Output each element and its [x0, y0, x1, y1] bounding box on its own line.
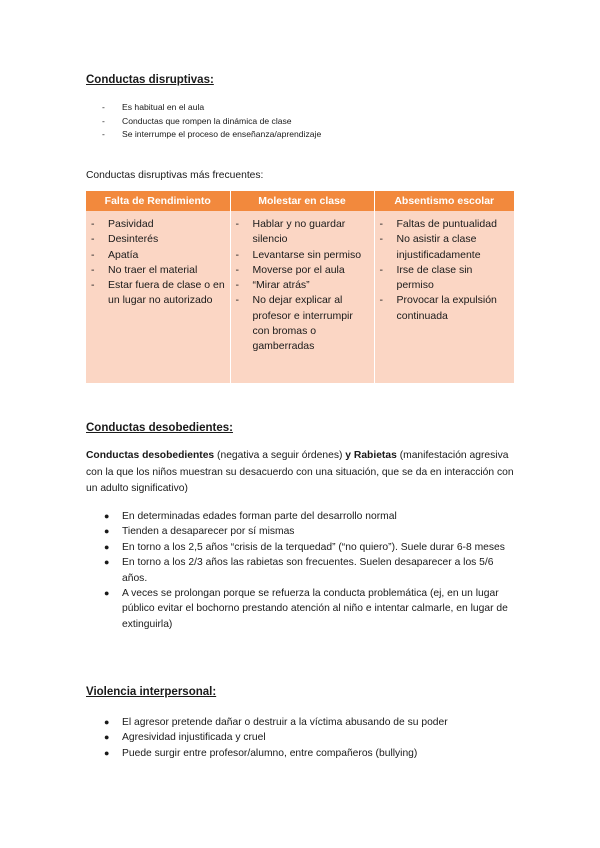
- table-header-falta-rendimiento: Falta de Rendimiento: [86, 191, 230, 211]
- heading-conductas-desobedientes: Conductas desobedientes:: [86, 422, 233, 434]
- disruptive-behaviors-table: [86, 191, 514, 383]
- bullet-marker: ●: [104, 717, 110, 727]
- list-item: - No dejar explicar al profesor e interrumpir con bromas o gamberradas: [235, 294, 353, 353]
- table-cell: [374, 211, 514, 383]
- list-item: ● A veces se prolongan porque se refuerza la conducta problemática (ej, en un lugar público evitar el bochorno prestando atención al niño e intentar calmarle, en lugar de extinguirla): [104, 588, 508, 630]
- list-item: ● El agresor pretende dañar o destruir a la víctima abusando de su poder: [86, 715, 518, 730]
- list-item: - Moverse por el aula: [235, 263, 345, 276]
- list-item: - “Mirar atrás”: [235, 279, 310, 292]
- bullet-marker: ●: [104, 588, 110, 599]
- list-item: - Hablar y no guardar silencio: [235, 218, 346, 246]
- term-rabietas: Rabietas: [353, 450, 397, 461]
- list-item: - Estar fuera de clase o en un lugar no autorizado: [91, 279, 225, 307]
- list-item: - Irse de clase sin permiso: [379, 263, 473, 292]
- dash-marker: -: [102, 115, 105, 126]
- table-cell: [230, 211, 374, 383]
- list-item: ● Puede surgir entre profesor/alumno, entre compañeros (bullying): [86, 746, 518, 761]
- table-header-molestar-clase: Molestar en clase: [230, 191, 374, 211]
- bullet-marker: ●: [104, 732, 110, 743]
- term-conductas-desobedientes: Conductas desobedientes: [86, 450, 215, 461]
- table-cell: [86, 211, 230, 383]
- cell-list: [379, 217, 513, 324]
- list-item: - Es habitual en el aula: [86, 101, 321, 115]
- list-item: ● Tienden a desaparecer por sí mismas: [86, 524, 518, 539]
- list-item: ● En torno a los 2/3 años las rabietas son frecuentes. Suelen desaparecer a los 5/6 años.: [104, 557, 494, 584]
- list-item: - Conductas que rompen la dinámica de clase: [86, 115, 321, 129]
- dash-marker: -: [102, 102, 105, 112]
- list-item: - Levantarse sin permiso: [235, 248, 362, 261]
- heading-conductas-disruptivas: Conductas disruptivas:: [86, 74, 214, 86]
- list-item: ● En determinadas edades forman parte del desarrollo normal: [86, 509, 518, 524]
- list-item: - Apatía: [91, 248, 139, 261]
- list-item: - Se interrumpe el proceso de enseñanza/aprendizaje: [86, 128, 321, 142]
- disobedient-intro-paragraph: Conductas desobedientes (negativa a seguir órdenes) y Rabietas (manifestación agresiva con la que los niños muestran su desacuerdo con una situación, que se da en interacción con un adulto significativo): [86, 450, 514, 494]
- disobedient-list: [86, 509, 518, 632]
- cell-list: [90, 217, 228, 309]
- bullet-marker: ●: [104, 747, 110, 758]
- list-item: - Pasividad: [91, 218, 154, 230]
- disruptive-list: [86, 101, 321, 142]
- list-item: ● Agresividad injustificada y cruel: [86, 730, 518, 745]
- list-item: - Desinterés: [91, 233, 159, 246]
- list-item: - No traer el material: [91, 263, 198, 276]
- bullet-marker: ●: [104, 557, 110, 568]
- list-item: ● En torno a los 2,5 años “crisis de la terquedad” (“no quiero”). Suele durar 6-8 meses: [86, 540, 518, 555]
- list-item: - Faltas de puntualidad: [379, 218, 497, 230]
- list-item: - Provocar la expulsión continuada: [379, 294, 497, 322]
- table-intro: Conductas disruptivas más frecuentes:: [86, 170, 264, 181]
- heading-violencia-interpersonal: Violencia interpersonal:: [86, 686, 217, 698]
- bullet-marker: ●: [104, 511, 110, 521]
- bullet-marker: ●: [104, 526, 110, 537]
- cell-list: [235, 217, 372, 355]
- table-header-absentismo: Absentismo escolar: [374, 191, 514, 211]
- list-item: - No asistir a clase injustificadamente: [379, 233, 481, 261]
- violence-list: [86, 715, 518, 761]
- bullet-marker: ●: [104, 541, 110, 552]
- dash-marker: -: [102, 129, 105, 139]
